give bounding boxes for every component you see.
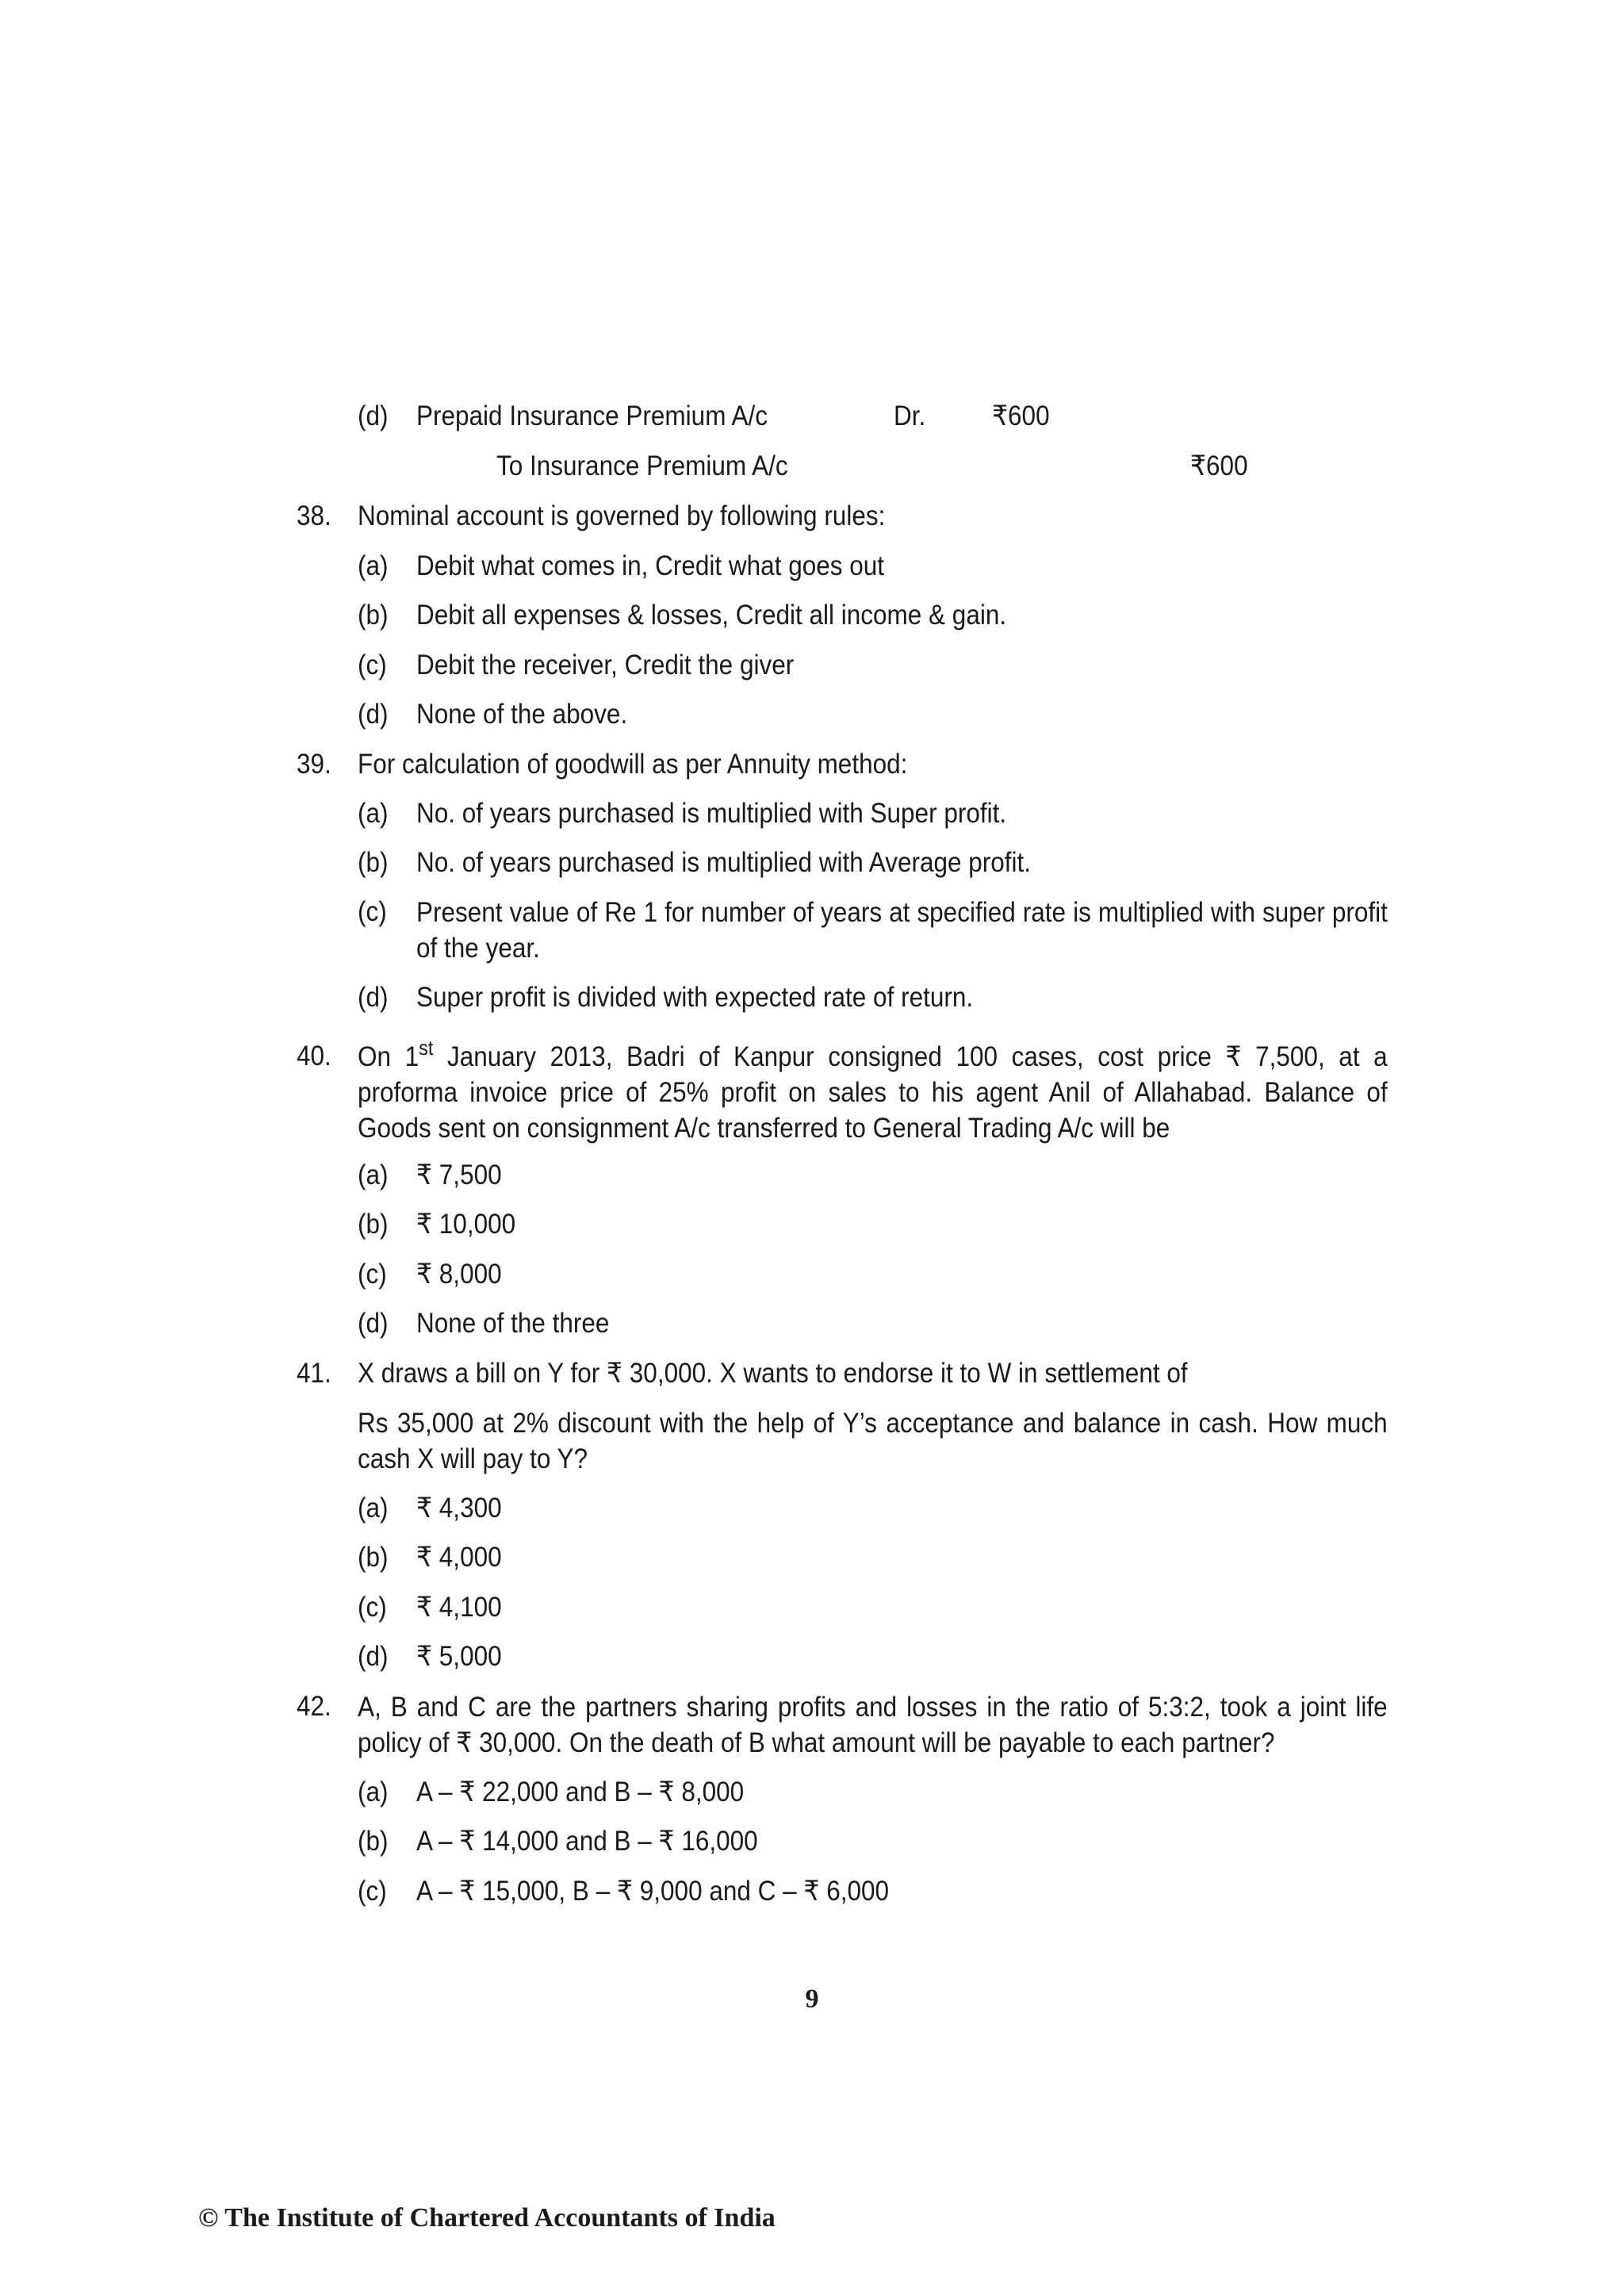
q39-option-a-label: (a) bbox=[358, 798, 389, 829]
q40-option-c: ₹ 8,000 bbox=[416, 1259, 502, 1290]
q39-option-d-label: (d) bbox=[358, 982, 389, 1013]
q42-option-a: A – ₹ 22,000 and B – ₹ 8,000 bbox=[416, 1777, 745, 1807]
q38-option-d: None of the above. bbox=[416, 699, 628, 730]
q38-number: 38. bbox=[297, 500, 331, 531]
q41-option-c: ₹ 4,100 bbox=[416, 1592, 502, 1623]
q40-question bbox=[358, 1036, 1388, 1146]
q37-entry-credit-account: To Insurance Premium A/c bbox=[496, 450, 788, 481]
q40-question-sup: st bbox=[419, 1036, 434, 1060]
q41-question-line1: X draws a bill on Y for ₹ 30,000. X wants to endorse it to W in settlement of bbox=[358, 1358, 1188, 1389]
q39-option-b: No. of years purchased is multiplied with Average profit. bbox=[416, 847, 1032, 878]
q40-option-d: None of the three bbox=[416, 1308, 610, 1339]
q39-option-a: No. of years purchased is multiplied with Super profit. bbox=[416, 798, 1007, 829]
q38-option-a: Debit what comes in, Credit what goes out bbox=[416, 550, 885, 581]
q40-question-pre: On 1 bbox=[358, 1041, 419, 1072]
q37-entry-dr: Dr. bbox=[894, 401, 926, 431]
q41-option-a: ₹ 4,300 bbox=[416, 1493, 502, 1524]
q41-option-d: ₹ 5,000 bbox=[416, 1641, 502, 1672]
q41-option-d-label: (d) bbox=[358, 1641, 389, 1672]
q41-number: 41. bbox=[297, 1358, 331, 1389]
q40-option-c-label: (c) bbox=[358, 1259, 387, 1290]
q39-option-d: Super profit is divided with expected rate of return. bbox=[416, 982, 974, 1013]
q38-option-c: Debit the receiver, Credit the giver bbox=[416, 650, 795, 680]
q37-entry-debit-amount: ₹600 bbox=[992, 401, 1050, 431]
q41-option-c-label: (c) bbox=[358, 1592, 387, 1623]
q42-option-c-label: (c) bbox=[358, 1876, 387, 1907]
footer-copyright: © The Institute of Chartered Accountants of India bbox=[198, 2203, 776, 2233]
q42-option-c: A – ₹ 15,000, B – ₹ 9,000 and C – ₹ 6,000 bbox=[416, 1876, 890, 1907]
q38-option-d-label: (d) bbox=[358, 699, 389, 730]
q38-option-b-label: (b) bbox=[358, 600, 389, 631]
q42-option-b-label: (b) bbox=[358, 1826, 389, 1857]
q41-option-b-label: (b) bbox=[358, 1542, 389, 1573]
q39-question: For calculation of goodwill as per Annuity method: bbox=[358, 749, 908, 780]
q39-option-b-label: (b) bbox=[358, 847, 389, 878]
q40-option-b: ₹ 10,000 bbox=[416, 1209, 516, 1240]
q40-option-b-label: (b) bbox=[358, 1209, 389, 1240]
q38-option-b: Debit all expenses & losses, Credit all income & gain. bbox=[416, 600, 1007, 631]
q42-number: 42. bbox=[297, 1691, 331, 1722]
q41-question-line2-text: Rs 35,000 at 2% discount with the help of Y’s acceptance and balance in cash. How much cash X will pay to Y? bbox=[358, 1408, 1388, 1474]
q40-option-a: ₹ 7,500 bbox=[416, 1159, 502, 1190]
q40-number: 40. bbox=[297, 1041, 331, 1071]
page-number: 9 bbox=[805, 1984, 819, 2014]
q42-question-text: A, B and C are the partners sharing profits and losses in the ratio of 5:3:2, took a joint life policy of ₹ 30,000. On the death of B what amount will be payable to each partner? bbox=[358, 1692, 1388, 1758]
q41-question-line2 bbox=[358, 1405, 1388, 1477]
q39-option-c-label: (c) bbox=[358, 896, 387, 927]
q40-option-a-label: (a) bbox=[358, 1159, 389, 1190]
q38-option-c-label: (c) bbox=[358, 650, 387, 680]
q37-entry-debit-account: Prepaid Insurance Premium A/c bbox=[416, 401, 768, 431]
q37-option-d-label: (d) bbox=[358, 401, 389, 431]
q40-option-d-label: (d) bbox=[358, 1308, 389, 1339]
q38-option-a-label: (a) bbox=[358, 550, 389, 581]
q38-question: Nominal account is governed by following rules: bbox=[358, 500, 886, 531]
q37-entry-credit-amount: ₹600 bbox=[1190, 450, 1248, 481]
q41-option-a-label: (a) bbox=[358, 1493, 389, 1524]
q39-option-c-text: Present value of Re 1 for number of years at specified rate is multiplied with super profit of the year. bbox=[416, 897, 1388, 964]
q42-question bbox=[358, 1689, 1388, 1761]
q41-option-b: ₹ 4,000 bbox=[416, 1542, 502, 1573]
q42-option-b: A – ₹ 14,000 and B – ₹ 16,000 bbox=[416, 1826, 758, 1857]
q42-option-a-label: (a) bbox=[358, 1777, 389, 1807]
q40-question-post: January 2013, Badri of Kanpur consigned 100 cases, cost price ₹ 7,500, at a proforma invoice price of 25% profit on sales to his agent Anil of Allahabad. Balance of Goods sent on consignment A/c transferred to General Trading A/c will be bbox=[358, 1041, 1388, 1144]
q39-number: 39. bbox=[297, 749, 331, 780]
q39-option-c bbox=[416, 895, 1388, 966]
